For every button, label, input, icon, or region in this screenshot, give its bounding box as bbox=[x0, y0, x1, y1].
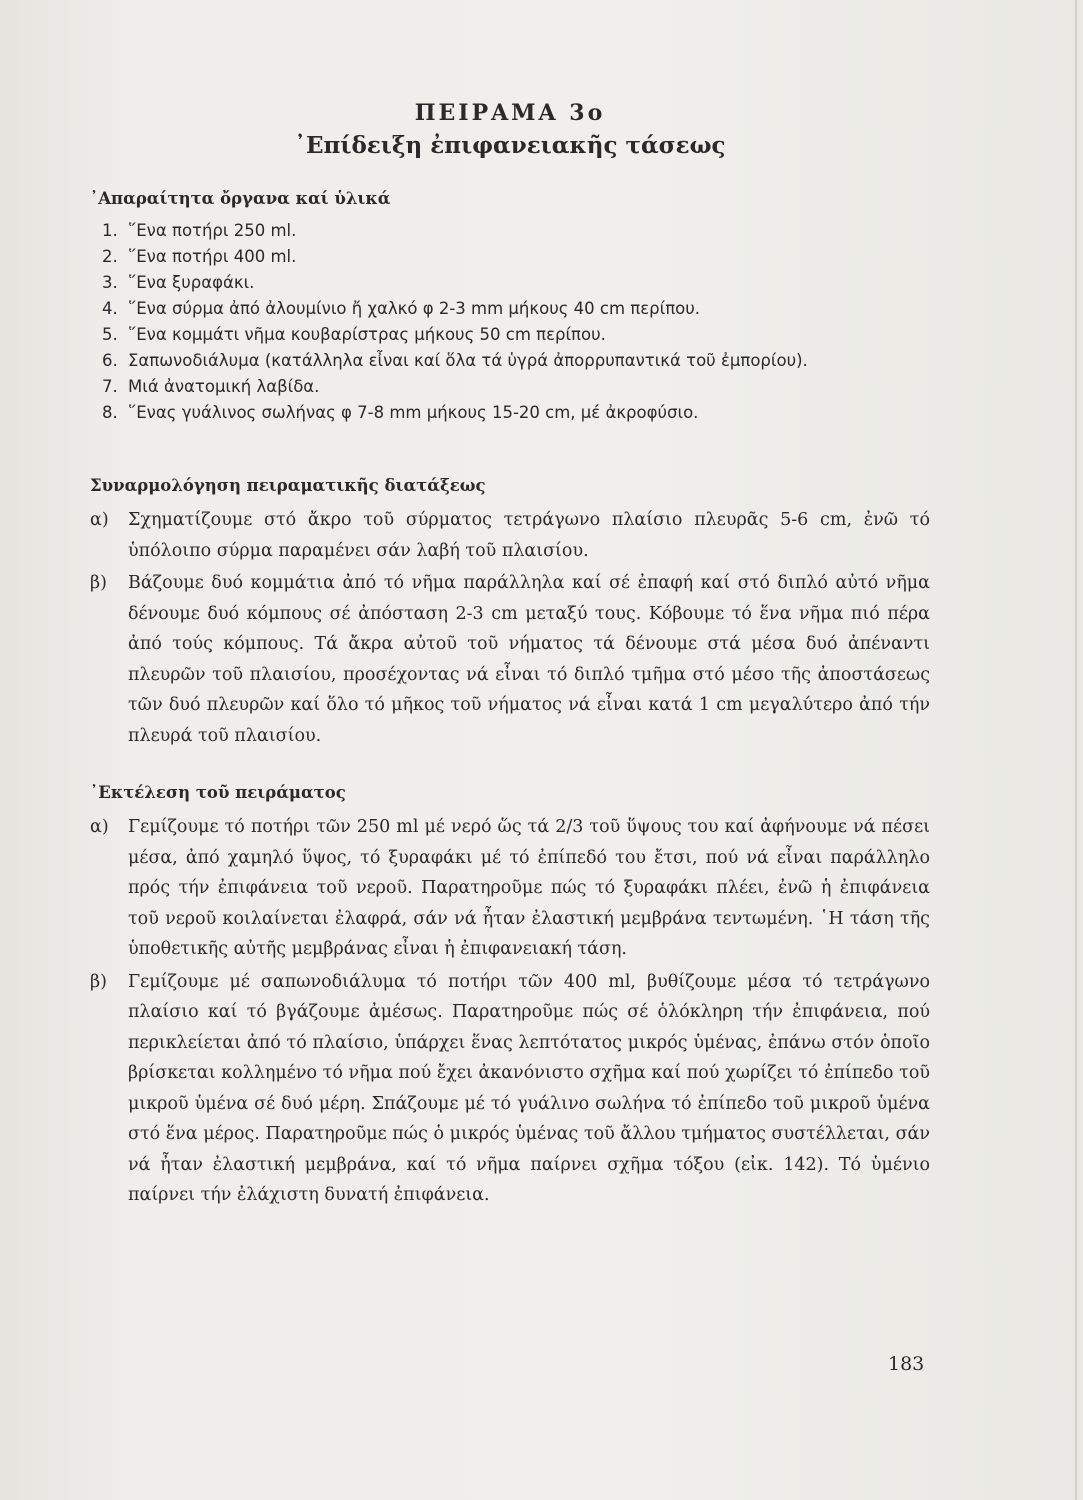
execution-heading: ᾿Εκτέλεση τοῦ πειράματος bbox=[90, 783, 346, 802]
list-item bbox=[102, 348, 930, 374]
item-text: ῞Ενα κομμάτι νῆμα κουβαρίστρας μήκους 50 cm περίπου. bbox=[128, 325, 606, 344]
experiment-title: ΠΕΙΡΑΜΑ 3ο bbox=[414, 100, 606, 126]
list-item bbox=[102, 244, 930, 270]
execution-steps bbox=[90, 812, 930, 1211]
list-item bbox=[102, 322, 930, 348]
page-content bbox=[90, 100, 930, 1213]
step-label: β) bbox=[90, 573, 107, 593]
assembly-step bbox=[90, 505, 930, 566]
list-item bbox=[102, 270, 930, 296]
item-text: ῞Ενα σύρμα ἀπό ἀλουμίνιο ἤ χαλκό φ 2-3 mm μήκους 40 cm περίπου. bbox=[128, 299, 701, 318]
item-number: 4. bbox=[102, 299, 118, 318]
experiment-subtitle: ᾿Επίδειξη ἐπιφανειακῆς τάσεως bbox=[294, 132, 726, 159]
item-number: 2. bbox=[102, 247, 118, 266]
materials-heading: ᾿Απαραίτητα ὄργανα καί ὑλικά bbox=[90, 189, 391, 208]
list-item bbox=[102, 218, 930, 244]
item-text: ῞Ενας γυάλινος σωλήνας φ 7-8 mm μήκους 15-20 cm, μέ ἀκροφύσιο. bbox=[128, 403, 699, 422]
step-label: α) bbox=[90, 817, 109, 837]
item-number: 8. bbox=[102, 403, 118, 422]
item-number: 7. bbox=[102, 377, 118, 396]
item-text: Σαπωνοδιάλυμα (κατάλληλα εἶναι καί ὅλα τά ὑγρά ἀπορρυπαντικά τοῦ ἐμπορίου). bbox=[128, 351, 808, 370]
item-text: ῞Ενα ξυραφάκι. bbox=[128, 273, 255, 292]
item-number: 3. bbox=[102, 273, 118, 292]
step-label: β) bbox=[90, 971, 107, 992]
step-text: Γεμίζουμε τό ποτήρι τῶν 250 ml μέ νερό ὥς τά 2/3 τοῦ ὕψους του καί ἀφήνουμε νά πέσει μέσα, ἀπό χαμηλό ὕψος, τό ξυραφάκι μέ τό ἐπίπεδό του ἔτσι, πού νά εἶναι παράλληλο πρός τήν ἐπιφάνεια τοῦ νεροῦ. Παρατηροῦμε πώς τό ξυραφάκι πλέει, ἐνῶ ἡ ἐπιφάνεια τοῦ νεροῦ κοιλαίνεται ἐλαφρά, σάν νά ἦταν ἐλαστική μεμβράνα τεντωμένη. ῾Η τάση τῆς ὑποθετικῆς αὐτῆς μεμβράνας εἶναι ἡ ἐπιφανειακή τάση. bbox=[128, 817, 930, 959]
execution-step bbox=[90, 812, 930, 965]
list-item bbox=[102, 296, 930, 322]
item-text: Μιά ἀνατομική λαβίδα. bbox=[128, 377, 320, 396]
step-text: Βάζουμε δυό κομμάτια ἀπό τό νῆμα παράλληλα καί σέ ἐπαφή καί στό διπλό αὐτό νῆμα δένουμε δυό κόμπους σέ ἀπόσταση 2-3 cm μεταξύ τους. Κόβουμε τό ἕνα νῆμα πιό πέρα ἀπό τούς κόμπους. Τά ἄκρα αὐτοῦ τοῦ νήματος τά δένουμε στά μέσα δυό ἀπέναντι πλευρῶν τοῦ πλαισίου, προσέχοντας νά εἶναι τό διπλό τμῆμα στό μέσο τῆς ἀποστάσεως τῶν δυό πλευρῶν καί ὅλο τό μῆκος τοῦ νήματος νά εἶναι κατά 1 cm μεγαλύτερο ἀπό τήν πλευρά τοῦ πλαισίου. bbox=[128, 573, 930, 746]
step-label: α) bbox=[90, 510, 109, 530]
item-number: 6. bbox=[102, 351, 118, 370]
item-text: ῞Ενα ποτήρι 250 ml. bbox=[128, 221, 297, 240]
assembly-steps bbox=[90, 505, 930, 751]
assembly-step bbox=[90, 568, 930, 751]
step-text: Γεμίζουμε μέ σαπωνοδιάλυμα τό ποτήρι τῶν 400 ml, βυθίζουμε μέσα τό τετράγωνο πλαίσιο καί τό βγάζουμε ἀμέσως. Παρατηροῦμε πώς σέ ὁλόκληρη τήν ἐπιφάνεια, πού περικλείεται ἀπό τό πλαίσιο, ὑπάρχει ἕνας λεπτότατος μικρός ὑμένας, ἐπάνω στόν ὁποῖο βρίσκεται κολλημένο τό νῆμα πού ἔχει ἀκανόνιστο σχῆμα καί πού χωρίζει τό ἐπίπεδο τοῦ μικροῦ ὑμένα σέ δυό μέρη. Σπάζουμε μέ τό γυάλινο σωλήνα τό ἐπίπεδο τοῦ μικροῦ ὑμένα στό ἕνα μέρος. Παρατηροῦμε πώς ὁ μικρός ὑμένας τοῦ ἄλλου τμήματος συστέλλεται, σάν νά ἦταν ἐλαστική μεμβράνα, καί τό νῆμα παίρνει σχῆμα τόξου (εἰκ. 142). Τό ὑμένιο παίρνει τήν ἐλάχιστη δυνατή ἐπιφάνεια. bbox=[128, 971, 930, 1205]
item-number: 5. bbox=[102, 325, 118, 344]
item-number: 1. bbox=[102, 221, 118, 240]
list-item bbox=[102, 400, 930, 426]
page-number: 183 bbox=[888, 1353, 925, 1375]
assembly-heading: Συναρμολόγηση πειραματικῆς διατάξεως bbox=[90, 476, 486, 495]
execution-step bbox=[90, 967, 930, 1211]
materials-list bbox=[90, 218, 930, 426]
step-text: Σχηματίζουμε στό ἄκρο τοῦ σύρματος τετράγωνο πλαίσιο πλευρᾶς 5-6 cm, ἐνῶ τό ὑπόλοιπο σύρμα παραμένει σάν λαβή τοῦ πλαισίου. bbox=[128, 510, 930, 561]
page-fold-shadow bbox=[1075, 0, 1077, 1500]
item-text: ῞Ενα ποτήρι 400 ml. bbox=[128, 247, 297, 266]
list-item bbox=[102, 374, 930, 400]
